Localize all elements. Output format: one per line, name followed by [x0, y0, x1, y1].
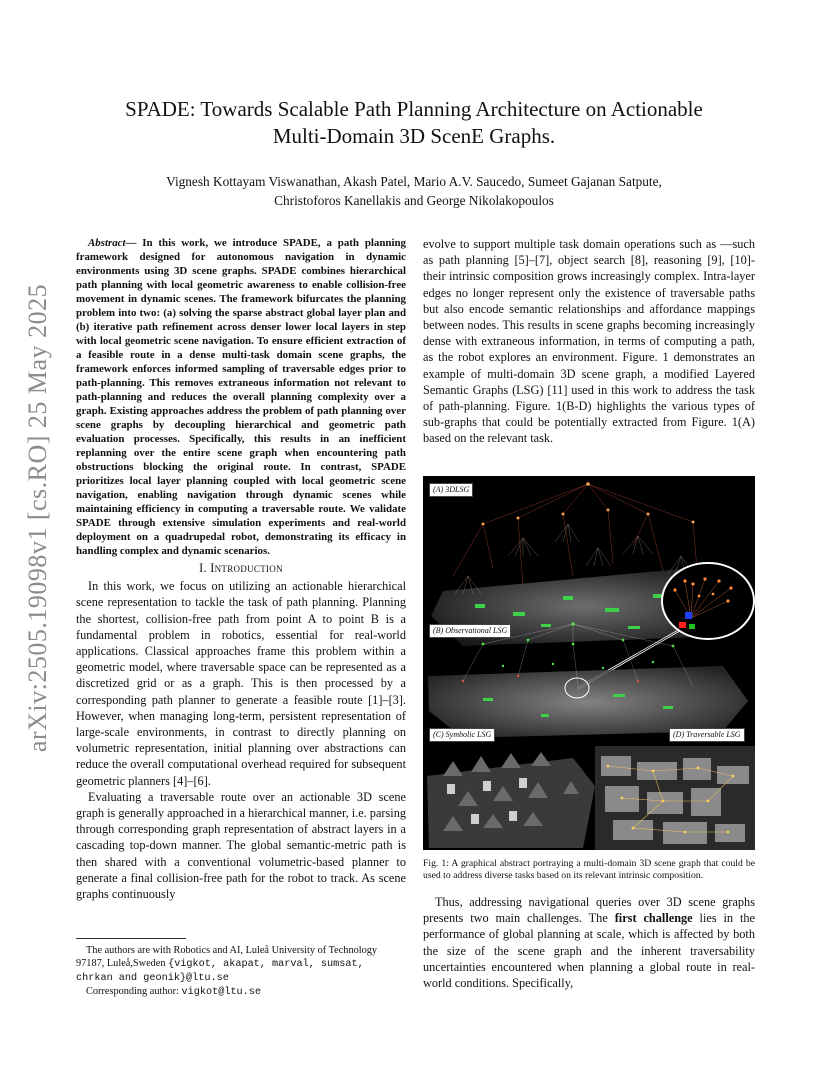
abstract	[76, 236, 406, 558]
right-paragraph-2-pre: Thus, addressing navigational queries over 3D scene graphs presents two main challenges. The	[423, 895, 755, 926]
right-paragraph-2	[423, 894, 755, 991]
figure-1	[423, 476, 755, 850]
footnote	[76, 944, 406, 999]
intro-paragraph-1: In this work, we focus on utilizing an actionable hierarchical scene representation to tackle the task of path planning. Planning the shortest, collision-free path from point A to point B is a fundamental problem in robotics, essential for real-world applications. Classical approaches frame this problem within a geometric model, where traversable space can be represented as a discretized grid or as a graph. This is then processed by a corresponding path planner to generate a feasible route [1]–[3]. However, when managing long-term, persistent representation of large-scale environments, in contrast to directly planning on volumetric representation, initial planning over abstractions can reduce the overall computational overhead required for subsequent geometric planners [4]–[6].	[76, 579, 406, 788]
intro-paragraph-2: Evaluating a traversable route over an actionable 3D scene graph is generally approached in a hierarchical manner, i.e. parsing through corresponding graph representation of abstract layers in a cascading top-down manner. The global semantic-metric path is then shared with a conventional volumetric-based planner to generate a final collision-free path for the robot to track. As scene graphs continuously	[76, 789, 407, 902]
right-paragraph-1: evolve to support multiple task domain operations such as —such as path planning [5]–[7], object search [8], reasoning [9], [10]- their intrinsic composition grows increasingly complex. Intra-layer edges no longer represent only the existence of traversable paths but also encode semantic relationships and affordance mappings between nodes. This results in scene graphs becoming increasingly dense with extraneous information, in terms of computing a path, as the robot explores an environment. Figure. 1 demonstrates an example of multi-domain 3D scene graph, a modified Layered Semantic Graphs (LSG) [11] used in this work to address the task of path-planning. Figure. 1(B-D) highlights the various types of sub-graphs that could be potentially extracted from Figure. 1(A) based on the relevant task.	[423, 237, 755, 446]
footnote-emails: {vigkot, akapat, marval, sumsat, chrkan and geonik}@ltu.se	[76, 959, 364, 984]
footnote-affiliation: The authors are with Robotics and AI, Luleå University of Technology 97187, Luleå,Sweden	[76, 945, 378, 969]
abstract-body: — In this work, we introduce SPADE, a path planning framework designed for autonomous navigation in dynamic environments using 3D scene graphs. SPADE combines hierarchical path planning with local geometric awareness to enable collision-free movement in dynamic scenes. The framework bifurcates the planning problem into two: (a) solving the sparse abstract global layer plan and (b) iterative path refinement across denser lower local layers in step with local geometric scene navigation. To ensure efficient extraction of a feasible route in a dense multi-task domain scene graphs, the framework enforces informed sampling of traversable edges prior to path-planning. This removes extraneous information not relevant to path-planning and reduces the overall planning complexity over a graph. Existing approaches address the problem of path planning over scene graphs by decoupling hierarchical and geometric path evaluation processes. Specifically, this results in an inefficient replanning over the entire scene graph when encountering path obstructions blocking the original route. In contrast, SPADE prioritizes local layer planning coupled with local geometric scene navigation, enabling navigation through dynamic scenes while maintaining efficiency in computing a traversable route. We validate SPADE through extensive simulation experiments and real-world deployment on a quadrupedal robot, demonstrating its efficacy in handling complex and dynamic scenarios.	[76, 237, 406, 557]
figure-graphic	[423, 476, 755, 850]
corresponding-email: vigkot@ltu.se	[181, 987, 262, 998]
panel-c-scene	[427, 752, 595, 848]
abstract-lead: Abstract	[88, 237, 126, 249]
footnote-rule	[76, 938, 186, 939]
left-column	[76, 236, 406, 902]
figure-label-c: (C) Symbolic LSG	[429, 728, 495, 742]
first-challenge: first challenge	[614, 911, 693, 926]
paper-title	[60, 96, 768, 150]
section-heading: I. Introduction	[199, 561, 283, 575]
panel-d-scene	[595, 746, 755, 850]
title-line-2: Multi-Domain 3D ScenE Graphs.	[272, 124, 556, 148]
figure-caption: Fig. 1: A graphical abstract portraying a multi-domain 3D scene graph that could be used to address diverse tasks based on its relevant intrinsic composition.	[423, 858, 755, 881]
authors	[60, 172, 768, 210]
right-paragraph-2-post: lies in the performance of global planning at scale, which is affected by both the size of the scene graph and the inherent traversability uncertainties encountered when planning a global route in real-world conditions. Specifically,	[423, 911, 756, 991]
title-line-1: SPADE: Towards Scalable Path Planning Architecture on Actionable	[125, 97, 703, 121]
figure-label-b: (B) Observational LSG	[429, 624, 511, 638]
authors-line-2: Christoforos Kanellakis and George Nikolakopoulos	[274, 193, 554, 208]
figure-label-a: (A) 3DLSG	[429, 483, 473, 497]
figure-label-d: (D) Traversable LSG	[669, 728, 745, 742]
corresponding-label: Corresponding author:	[86, 986, 182, 997]
right-column	[423, 236, 755, 447]
authors-line-1: Vignesh Kottayam Viswanathan, Akash Patel, Mario A.V. Saucedo, Sumeet Gajanan Satpute,	[166, 174, 662, 189]
arxiv-stamp: arXiv:2505.19098v1 [cs.RO] 25 May 2025	[23, 283, 52, 753]
